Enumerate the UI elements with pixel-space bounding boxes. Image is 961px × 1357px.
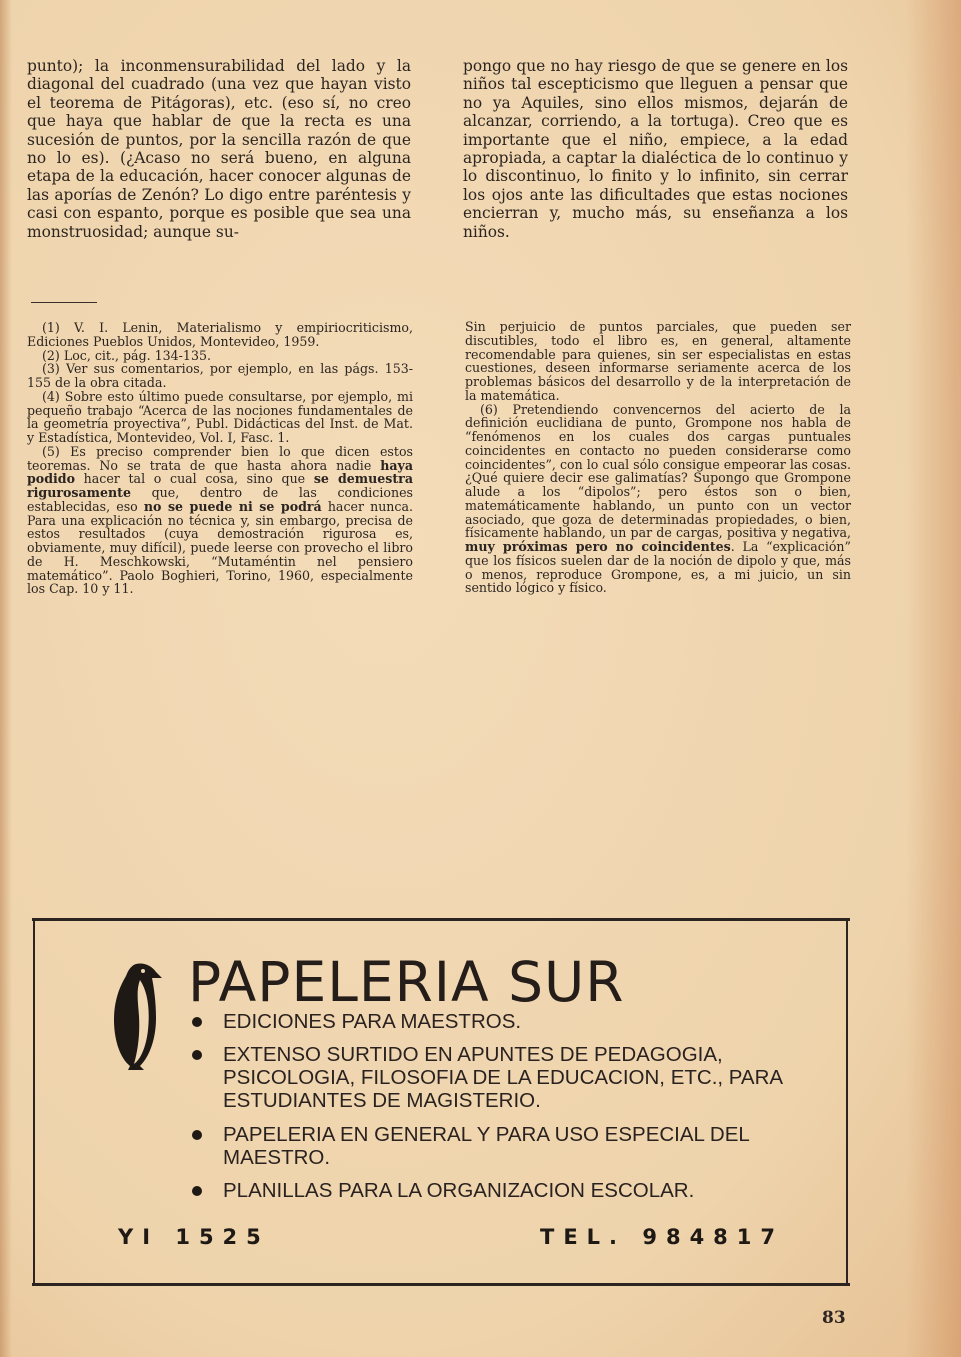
footnote-5-bold-2: se demuestra rigurosamente xyxy=(27,471,413,500)
ad-item-text: PLANILLAS PARA LA ORGANIZACION ESCOLAR. xyxy=(223,1179,695,1202)
body-column-right xyxy=(463,57,848,241)
footnote-5 xyxy=(27,445,413,596)
footnote-5-text-d: que, dentro de las condiciones establecidas, eso xyxy=(27,485,413,514)
footnote-6 xyxy=(465,403,851,596)
footnote-5-continued: Sin perjuicio de puntos parciales, que pueden ser discutibles, todo el libro es, en general, altamente recomendable para quienes, sin ser especialistas en estas cuestiones, deseen informarse seriamente acerca de los problemas básicos del desarrollo y de la interpretación de la matemática. xyxy=(465,319,851,403)
ad-item-text: PAPELERIA EN GENERAL Y PARA USO ESPECIAL DEL MAESTRO. xyxy=(223,1123,750,1169)
penguin-icon xyxy=(106,958,164,1073)
bullet-icon xyxy=(192,1130,202,1140)
page-right-edge-shadow xyxy=(906,0,961,1357)
ad-list-item xyxy=(188,1123,828,1169)
page-number: 83 xyxy=(822,1308,846,1328)
footnote-6-text-a: (6) Pretendiendo convencernos del acierto de la definición euclidiana de punto, Grompone nos habla de “fenómenos en los cuales dos cargas puntuales coincidentes en contacto no pueden considerarse como coincidentes”, con lo cual sólo consigue empeorar las cosas. ¿Qué quiere decir ese galimatías? Supongo que Grompone alude a los “dipolos”; pero éstos son o bien, matemáticamente hablando, un punto con un vector asociado, que goza de determinadas propiedades, o bien, físicamente hablando, un par de cargas, positiva y negativa, xyxy=(465,401,851,541)
footnote-5-bold-1: haya podido xyxy=(27,457,413,487)
ad-list-item xyxy=(188,1010,828,1033)
bullet-icon xyxy=(192,1050,202,1060)
ad-address: YI 1525 xyxy=(118,1225,270,1249)
ad-item-text: EXTENSO SURTIDO EN APUNTES DE PEDAGOGIA, PSICOLOGIA, FILOSOFIA DE LA EDUCACION, ETC., PARA ESTUDIANTES DE MAGISTERIO. xyxy=(223,1043,782,1112)
footnote-5-text-c: hacer tal o cual cosa, sino que xyxy=(75,471,314,487)
ad-phone: TEL. 984817 xyxy=(540,1225,785,1249)
footnotes-column-right xyxy=(465,320,851,595)
footnote-6-text-c: . La “explicación” que los físicos suelen dar de la noción de dipolo y que, más o menos, reproduce Grompone, es, a mi juicio, un sin sentido lógico y físico. xyxy=(465,539,851,596)
footnote-3: (3) Ver sus comentarios, por ejemplo, en las págs. 153-155 de la obra citada. xyxy=(27,361,413,390)
body-paragraph-left: punto); la inconmensurabilidad del lado y la diagonal del cuadrado (una vez que hayan visto el teorema de Pitágoras), etc. (eso sí, no creo que haya que hablar de que la recta es una sucesión de puntos, por la sencilla razón de que no lo es). (¿Acaso no será bueno, en alguna etapa de la educación, hacer conocer algunas de las aporías de Zenón? Lo digo entre paréntesis y casi con espanto, porque es posible que sea una monstruosidad; aunque su- xyxy=(27,57,411,241)
footnote-5-bold-3: no se puede ni se podrá xyxy=(143,498,322,514)
ad-title: PAPELERIA SUR xyxy=(188,950,625,1014)
body-column-left xyxy=(27,57,411,241)
footnote-6-bold: muy próximas pero no coincidentes xyxy=(465,539,731,554)
footnote-2: (2) Loc, cit., pág. 134-135. xyxy=(42,347,211,363)
ad-list-item xyxy=(188,1043,828,1112)
page-left-edge xyxy=(0,0,12,1357)
ad-bottom-rule xyxy=(32,1283,850,1286)
ad-item-text: EDICIONES PARA MAESTROS. xyxy=(223,1010,522,1033)
footnote-5-text-a: (5) Es preciso comprender bien lo que dicen estos teoremas. No se trata de que hasta ahora nadie xyxy=(27,443,413,473)
footnote-1: (1) V. I. Lenin, Materialismo y empiriocriticismo, Ediciones Pueblos Unidos, Montevideo, 1959. xyxy=(27,320,413,349)
body-paragraph-right: pongo que no hay riesgo de que se genere en los niños tal escepticismo que lleguen a pensar que no ya Aquiles, sino ellos mismos, dejarán de alcanzar, corriendo, a la tortuga). Creo que es importante que el niño, empiece, a la edad apropiada, a captar la dialéctica de lo continuo y lo discontinuo, lo finito y lo infinito, sin cerrar los ojos ante las dificultades que estas nociones encierran y, mucho más, su enseñanza a los niños. xyxy=(463,57,848,241)
bullet-icon xyxy=(192,1017,202,1027)
footnotes-column-left xyxy=(27,321,413,596)
footnote-separator xyxy=(31,302,97,303)
bullet-icon xyxy=(192,1186,202,1196)
footnote-5-text-e: hacer nunca. Para una explicación no técnica y, sin embargo, precisa de estos resultados (cuya demostración rigurosa es, obviamente, muy difícil), puede leerse con provecho el libro de H. Meschkowski, “Mutaméntin nel pensiero matemático”. Paolo Boghieri, Torino, 1960, especialmente los Cap. 10 y 11. xyxy=(27,498,413,597)
footnote-4: (4) Sobre esto último puede consultarse, por ejemplo, mi pequeño trabajo “Acerca de las nociones fundamentales de la geometría proyectiva”, Publ. Didácticas del Inst. de Mat. y Estadística, Montevideo, Vol. I, Fasc. 1. xyxy=(27,388,413,445)
ad-list xyxy=(188,1010,828,1212)
ad-list-item xyxy=(188,1179,828,1202)
